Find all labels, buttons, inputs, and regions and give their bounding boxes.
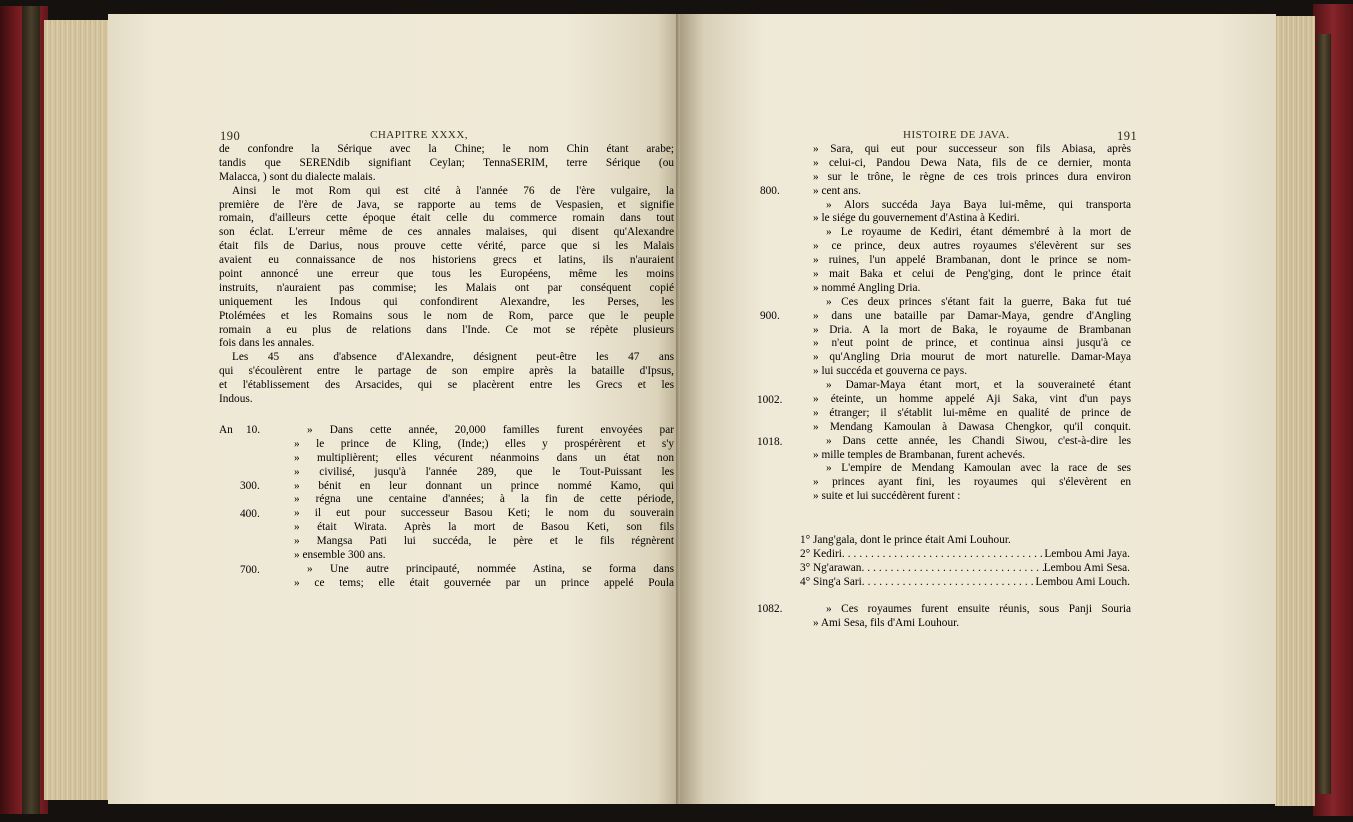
list-item: [800, 576, 1130, 590]
right-text-block: [813, 143, 1131, 504]
left-running-head: CHAPITRE XXXX,: [370, 129, 469, 141]
left-text-block-b: [294, 424, 674, 591]
text-line: » n'eut point de prince, et continua ainsi jusqu'à ce: [813, 337, 1131, 350]
text-line: » sur le trône, le règne de ces trois princes dura environ: [813, 170, 1131, 183]
text-line: » nommé Angling Dria.: [813, 281, 921, 294]
list-text: Jang'gala, dont le prince était Ami Louhour.: [813, 534, 1011, 546]
text-line: » qu'Angling Dria mourut de mort naturelle. Damar-Maya: [813, 351, 1131, 364]
text-line: point annoncé une erreur que tous les Européens, même les moins: [219, 268, 674, 281]
text-line: » mait Baka et celui de Peng'ging, dont le prince était: [813, 268, 1131, 281]
text-line: romain, d'ailleurs cette époque était celle du commerce romain dans tout: [219, 212, 674, 225]
list-number: 2°: [800, 547, 811, 560]
list-number: 1°: [800, 534, 811, 546]
list-ruler: Lembou Ami Sesa.: [1043, 561, 1130, 574]
text-line: » Dans cette année, les Chandi Siwou, c'est-à-dire les: [826, 434, 1131, 447]
text-line: » Dria. A la mort de Baka, le royaume de Brambanan: [813, 323, 1131, 336]
list-item: [800, 548, 1130, 562]
text-line: » ruines, l'un appelé Brambanan, dont le prince se nom-: [813, 254, 1131, 267]
list-number: 4°: [800, 575, 811, 588]
right-page-number: 191: [1117, 129, 1138, 143]
text-line: » régna une centaine d'années; à la fin de cette période,: [294, 493, 674, 506]
text-line: » le siége du gouvernement d'Astina à Kediri.: [813, 212, 1020, 225]
text-line: Les 45 ans d'absence d'Alexandre, désignent peut-être les 47 ans: [232, 351, 674, 364]
text-line: » Damar-Maya étant mort, et la souveraineté étant: [826, 379, 1131, 392]
text-line: » Alors succéda Jaya Baya lui-même, qui transporta: [826, 198, 1131, 211]
margin-year: 1018.: [757, 436, 783, 448]
list-number: 3°: [800, 561, 811, 574]
text-line: » ce prince, deux autres royaumes s'élevèrent sur ses: [813, 240, 1131, 253]
text-line: » cent ans.: [813, 184, 861, 197]
left-cover-binding: [0, 6, 48, 814]
text-line: » lui succéda et gouverna ce pays.: [813, 365, 968, 378]
text-line: romain a eu plus de relations dans l'Inde. Ce mot se répète plusieurs: [219, 323, 674, 336]
text-line: » Sara, qui eut pour successeur son fils Abiasa, après: [813, 143, 1131, 155]
text-line: Ainsi le mot Rom qui est cité à l'année 76 de l'ère vulgaire, la: [232, 184, 674, 197]
text-line: qui s'écoulèrent entre le partage de son empire après la bataille d'Ipsus,: [219, 365, 674, 378]
kingdom-list: [800, 534, 1130, 590]
text-line: » éteinte, un homme appelé Aji Saka, vint d'un pays: [813, 393, 1131, 406]
text-line: instruits, n'auraient pas commise; les Malais ont par conséquent copié: [219, 281, 674, 294]
text-line: son éclat. L'erreur même de ces annales malaises, qui disent qu'Alexandre: [219, 226, 674, 239]
list-ruler: Lembou Ami Jaya.: [1044, 547, 1130, 560]
margin-year: 400.: [240, 508, 260, 520]
right-cover-binding: [1313, 4, 1353, 816]
margin-year: 1002.: [757, 394, 783, 406]
leader-dots: [842, 548, 1044, 562]
text-line: et l'établissement des Arsacides, qui se placèrent entre les Grecs et les: [219, 379, 674, 392]
text-line: de confondre la Sérique avec la Chine; le nom Chin étant arabe;: [219, 143, 674, 155]
right-closing-block: [813, 603, 1131, 631]
margin-year: 300.: [240, 480, 260, 492]
list-text: Ng'arawan: [813, 561, 862, 574]
text-line: fois dans les annales.: [219, 337, 315, 350]
margin-label-an: An: [219, 424, 233, 436]
text-line: » bénit en leur donnant un prince nommé Kamo, qui: [294, 479, 674, 492]
text-line: Indous.: [219, 393, 253, 406]
list-text: Sing'a Sari: [813, 575, 862, 588]
margin-year: 800.: [760, 185, 780, 197]
leader-dots: [861, 562, 1043, 576]
text-line: » étranger; il s'établit lui-même en qualité de prince de: [813, 406, 1131, 419]
right-running-head: HISTOIRE DE JAVA.: [903, 129, 1010, 141]
text-line: » Le royaume de Kediri, étant démembré à la mort de: [826, 226, 1131, 239]
text-line: avaient eu connaissance de nos historiens grecs et latins, ils n'auraient: [219, 254, 674, 267]
list-text: Kediri: [813, 547, 842, 560]
text-line: première de l'ère de Java, se rapporte au tems de Vespasien, et signifie: [219, 198, 674, 211]
list-item: [800, 534, 1130, 548]
left-text-block-a: [219, 143, 674, 407]
text-line: tandis que SERENdib signifiant Ceylan; TennaSERIM, terre Sérique (ou: [219, 156, 674, 169]
text-line: » Ces deux princes s'étant fait la guerre, Baka fut tué: [826, 295, 1131, 308]
text-line: » ensemble 300 ans.: [294, 549, 386, 562]
text-line: » L'empire de Mendang Kamoulan avec la race de ses: [826, 462, 1131, 475]
text-line: » Ami Sesa, fils d'Ami Louhour.: [813, 616, 960, 629]
margin-year: 900.: [760, 310, 780, 322]
text-line: » dans une bataille par Damar-Maya, gendre d'Angling: [813, 309, 1131, 322]
text-line: » Ces royaumes furent ensuite réunis, sous Panji Souria: [826, 603, 1131, 615]
text-line: Ptolémées et les Romains sous le nom de Rom, parce que le peuple: [219, 309, 674, 322]
text-line: » mille temples de Brambanan, furent achevés.: [813, 448, 1026, 461]
text-line: uniquement les Indous qui confondirent Alexandre, les Perses, les: [219, 295, 674, 308]
margin-year: 700.: [240, 564, 260, 576]
text-line: » ce tems; elle était gouvernée par un prince appelé Poula: [294, 576, 674, 589]
right-page-edges: [1275, 16, 1315, 806]
text-line: » celui-ci, Pandou Dewa Nata, fils de ce dernier, monta: [813, 156, 1131, 169]
margin-year: 10.: [246, 424, 261, 436]
leader-dots: [862, 576, 1036, 590]
text-line: » civilisé, jusqu'à l'année 289, que le Tout-Puissant les: [294, 465, 674, 478]
text-line: était fils de Darius, nous prouve cette vérité, parce que si les Malais: [219, 240, 674, 253]
text-line: » il eut pour successeur Basou Keti; le nom du souverain: [294, 507, 674, 520]
left-page-number: 190: [220, 129, 241, 143]
text-line: » le prince de Kling, (Inde;) elles y prospérèrent et s'y: [294, 437, 674, 450]
text-line: » suite et lui succédèrent furent :: [813, 490, 961, 503]
text-line: » multiplièrent; elles vécurent néanmoins dans un état non: [294, 451, 674, 464]
text-line: » Dans cette année, 20,000 familles furent envoyées par: [307, 424, 674, 436]
list-item: [800, 562, 1130, 576]
text-line: » princes ayant fini, les royaumes qui s'élevèrent en: [813, 476, 1131, 489]
left-page-edges: [44, 20, 112, 800]
text-line: » était Wirata. Après la mort de Basou Keti, son fils: [294, 521, 674, 534]
text-line: Malacca, ) sont du dialecte malais.: [219, 170, 376, 183]
margin-year: 1082.: [757, 603, 783, 615]
text-line: » Une autre principauté, nommée Astina, se forma dans: [307, 562, 674, 575]
text-line: » Mendang Kamoulan à Dawasa Chengkor, qu'il conquit.: [813, 420, 1131, 433]
list-ruler: Lembou Ami Louch.: [1035, 575, 1130, 588]
text-line: » Mangsa Pati lui succéda, le père et le fils régnèrent: [294, 535, 674, 548]
